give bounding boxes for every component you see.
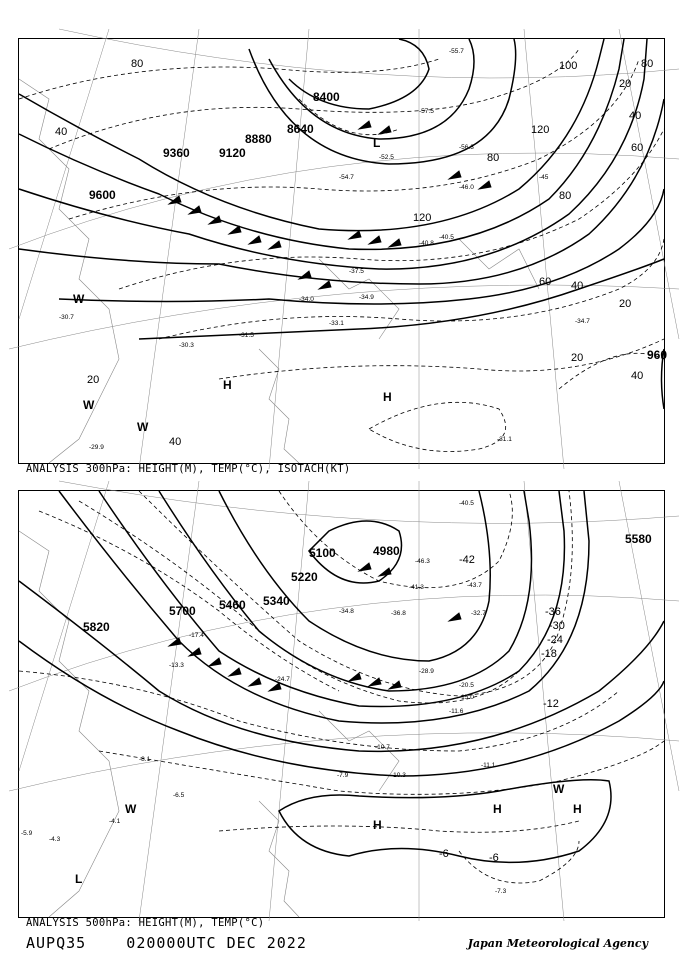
height-label: 5220 (291, 570, 318, 584)
temp-label: -7.3 (495, 888, 507, 895)
temp-label: -15.0 (459, 694, 474, 701)
temp-label: -40.5 (439, 234, 454, 241)
isotachs (19, 49, 664, 452)
temp-label: -37.5 (349, 268, 364, 275)
height-label: 5700 (169, 604, 196, 618)
temp-label: -31.1 (497, 436, 512, 443)
height-label: 8880 (245, 132, 272, 146)
isotach-label: 80 (131, 58, 144, 70)
isotach-labels (55, 58, 653, 448)
temp-label: -8.1 (139, 756, 151, 763)
temp-label: -5.9 (21, 830, 33, 837)
temp-label: -7.9 (337, 772, 349, 779)
temp-label: -52.5 (379, 154, 394, 161)
warm-center: W (125, 802, 137, 816)
temp-label: -46.3 (415, 558, 430, 565)
temp-label: -13.3 (169, 662, 184, 669)
high-center: H (383, 390, 392, 404)
isotach-label: 40 (169, 436, 182, 448)
temp-label: -10.3 (391, 772, 406, 779)
temp-label: -4.3 (49, 836, 61, 843)
height-contours (19, 39, 664, 409)
isotach-label: 120 (413, 212, 432, 224)
height-contours (19, 491, 664, 862)
map-300hpa (18, 38, 668, 464)
isotach-label: 80 (641, 58, 654, 70)
isotach-label: 60 (539, 276, 552, 288)
isotherm-label: -30 (549, 620, 565, 632)
high-center: H (573, 802, 582, 816)
temp-label: -55.7 (449, 48, 464, 55)
temp-label: -11.6 (449, 708, 464, 715)
height-label: 9120 (219, 146, 246, 160)
temp-label: -45 (539, 174, 549, 181)
isotach-label: 40 (55, 126, 68, 138)
temp-label: -31.5 (239, 332, 254, 339)
isotach-label: 20 (87, 374, 100, 386)
caption-300hpa: ANALYSIS 300hPa: HEIGHT(M), TEMP(°C), ISOTACH(KT) (26, 463, 351, 475)
temp-label: -43.7 (467, 582, 482, 589)
temp-label: -6.5 (173, 792, 185, 799)
temp-label: -10.7 (375, 744, 390, 751)
height-label: 9600 (89, 188, 116, 202)
low-center: L (373, 136, 381, 150)
isotherm-label: -42 (459, 554, 475, 566)
height-label: 5100 (309, 546, 336, 560)
low-center: L (75, 872, 83, 886)
high-center: H (223, 378, 232, 392)
temp-label: -34.0 (299, 296, 314, 303)
temp-label: -40.5 (459, 500, 474, 507)
temp-label: -4.1 (109, 818, 121, 825)
temp-label: -11.1 (481, 762, 496, 769)
temp-label: -40.8 (419, 240, 434, 247)
isotach-label: 80 (559, 190, 572, 202)
isotach-label: 120 (531, 124, 550, 136)
isotherm-label: -36 (545, 606, 561, 618)
temp-label: -20.5 (459, 682, 474, 689)
temp-label: -24.7 (275, 676, 290, 683)
agency-name: Japan Meteorological Agency (467, 937, 648, 950)
isotherm-label: -6 (489, 852, 499, 864)
height-label: 5460 (219, 598, 246, 612)
isotherm-label: -18 (541, 648, 557, 660)
temp-label: -56.3 (459, 144, 474, 151)
map-500hpa (18, 490, 665, 918)
temp-label: -34.8 (339, 608, 354, 615)
height-label: 9360 (163, 146, 190, 160)
isotach-label: 40 (571, 280, 584, 292)
temp-label: -36.8 (391, 610, 406, 617)
warm-center: W (83, 398, 95, 412)
temp-label: -46.0 (459, 184, 474, 191)
temp-label: -30.7 (59, 314, 74, 321)
temp-label: -34.9 (359, 294, 374, 301)
coastline (19, 531, 399, 917)
isotach-label: 40 (629, 110, 642, 122)
temp-label: -33.1 (329, 320, 344, 327)
temp-label: -28.9 (419, 668, 434, 675)
isotach-label: 20 (619, 78, 632, 90)
caption-500hpa: ANALYSIS 500hPa: HEIGHT(M), TEMP(°C) (26, 917, 265, 929)
height-label: 8400 (313, 90, 340, 104)
temp-label: -32.7 (471, 610, 486, 617)
isotach-label: 40 (631, 370, 644, 382)
isotach-label: 80 (487, 152, 500, 164)
temp-label: -34.7 (575, 318, 590, 325)
map-500hpa-svg (19, 491, 664, 917)
height-label: 5340 (263, 594, 290, 608)
warm-center: W (553, 782, 565, 796)
height-label: 5820 (83, 620, 110, 634)
temp-label: -29.9 (89, 444, 104, 451)
isotherm-label: -6 (439, 848, 449, 860)
temp-label: -54.7 (339, 174, 354, 181)
temp-label: -30.3 (179, 342, 194, 349)
warm-center: W (137, 420, 149, 434)
height-label: 5580 (625, 532, 652, 546)
high-center: H (373, 818, 382, 832)
warm-center: W (73, 292, 85, 306)
temp-label: -17.4 (189, 632, 204, 639)
isotach-label: 100 (559, 60, 578, 72)
isotherm-label: -12 (543, 698, 559, 710)
height-label: 4980 (373, 544, 400, 558)
temperature-labels (59, 48, 590, 451)
height-label: 8640 (287, 122, 314, 136)
isotach-label: 60 (631, 142, 644, 154)
high-center: H (493, 802, 502, 816)
isotach-label: 20 (619, 298, 632, 310)
chart-code: AUPQ35 020000UTC DEC 2022 (26, 934, 307, 952)
temp-label: -57.5 (419, 108, 434, 115)
isotach-label: 20 (571, 352, 584, 364)
map-300hpa-svg (19, 39, 668, 463)
isotherm-label: -24 (547, 634, 563, 646)
temp-label: -41.3 (409, 584, 424, 591)
height-label: 960 (647, 348, 668, 362)
